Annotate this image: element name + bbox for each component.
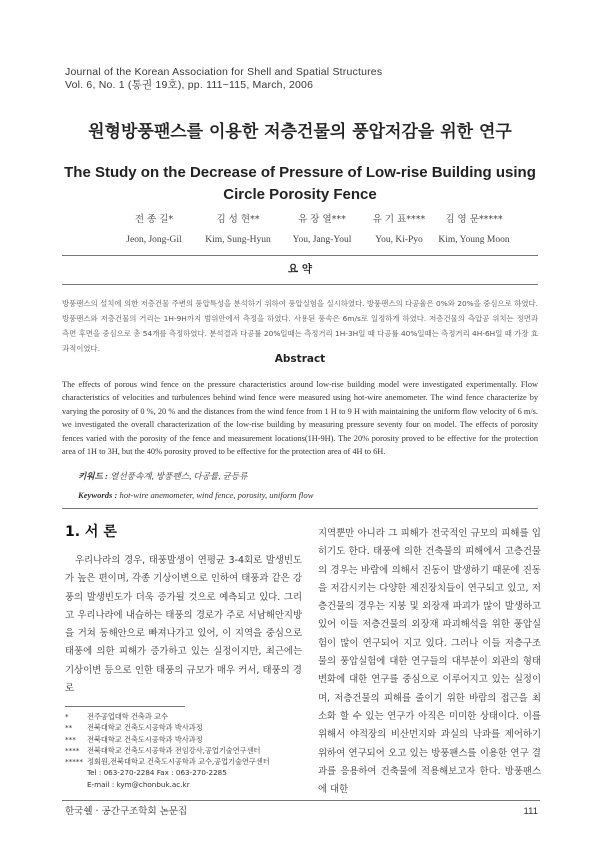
journal-volume: Vol. 6, No. 1 (통권 19호), pp. 111~115, March, 2006 bbox=[65, 79, 314, 91]
author-name-english: You, Ki-Pyo bbox=[375, 235, 423, 245]
contact-email[interactable]: E-mail : kym@chonbuk.ac.kr bbox=[87, 779, 190, 789]
footnote-text: 전북대학교 건축도시공학과 박사과정 bbox=[87, 734, 203, 744]
footnote-mark: *** bbox=[65, 734, 76, 744]
footnote-text: 전북대학교 건축도시공학과 전임강사,공업기술연구센터 bbox=[87, 745, 261, 755]
contact-phone-fax: Tel : 063-270-2284 Fax : 063-270-2285 bbox=[87, 768, 227, 778]
keywords-english bbox=[78, 486, 313, 505]
footnote bbox=[65, 734, 305, 745]
footnote-text: 전주공업대학 건축과 교수 bbox=[87, 712, 168, 721]
footnotes bbox=[65, 711, 305, 790]
footnote-text: 정회원,전북대학교 건축도시공학과 교수,공업기술연구센터 bbox=[87, 757, 270, 767]
footnote bbox=[65, 711, 305, 722]
author bbox=[364, 213, 434, 247]
author bbox=[432, 213, 516, 247]
footnote-mark: * bbox=[65, 712, 69, 721]
footnote bbox=[65, 756, 305, 767]
keywords-english-text: hot-wire anemometer, wind fence, porosity, uniform flow bbox=[119, 490, 314, 500]
title-english: The Study on the Decrease of Pressure of Low-rise Building using Circle Porosity Fence bbox=[64, 164, 536, 203]
divider bbox=[62, 284, 538, 285]
footnote-mark: **** bbox=[65, 745, 80, 755]
author-name-korean: 김 성 현** bbox=[216, 214, 260, 225]
intro-right-column: 지역뿐만 아니라 그 피해가 전국적인 규모의 피해를 입히기도 한다. 태풍에 의한 건축물의 피해에서 고층건물의 경우는 바람에 의해서 진동이 발생하기 때문에 진동을 저감시키는 다양한 제진장치들이 연구되고 있고, 저층건물의 경우는 지붕 및 외장재 파괴가 많이 발생하고 있어 이들 저층건물의 외장재 파괴해석을 위한 풍압실험이 많이 연구되어 지고 있다. 그러나 이들 저층구조물의 풍압실험에 대한 연구들의 대부분이 외관의 형태변화에 대한 연구를 중심으로 이루어지고 있는 실정이며, 저층건물의 피해를 줄이기 위한 바람의 접근을 최소화 할 수 있는 연구가 아직은 미미한 상태이다. 이를 위해서 야적장의 비산먼지와 과실의 낙과를 제어하기 위하여 연구되어 오고 있는 방풍팬스를 이용한 연구 결과를 응용하여 건축물에 적용해보고자 한다. 방풍팬스에 대한 bbox=[318, 528, 541, 796]
footer-divider bbox=[62, 800, 540, 801]
title-korean: 원형방풍팬스를 이용한 저층건물의 풍압저감을 위한 연구 bbox=[88, 122, 512, 142]
keywords-english-label: Keywords : bbox=[78, 490, 118, 500]
footnote-mark: ***** bbox=[65, 757, 83, 767]
keywords-korean-label: 키워드 : bbox=[78, 471, 108, 481]
divider bbox=[62, 508, 538, 509]
author bbox=[196, 213, 280, 247]
author-name-english: You, Jang-Youl bbox=[292, 235, 352, 245]
page-number: 111 bbox=[523, 806, 538, 817]
keywords-korean bbox=[78, 467, 313, 486]
section-heading-introduction: 1. 서 론 bbox=[65, 524, 117, 540]
footnote-text: 전북대학교 건축도시공학과 박사과정 bbox=[87, 723, 203, 733]
author-name-korean: 유 장 열*** bbox=[298, 214, 346, 225]
divider bbox=[62, 255, 538, 256]
author-name-english: Kim, Sung-Hyun bbox=[205, 235, 271, 245]
footnote bbox=[65, 722, 305, 733]
journal-name: Journal of the Korean Association for Shell and Spatial Structures bbox=[65, 66, 383, 78]
summary-korean: 방풍팬스의 설치에 의한 저층건물 주변의 풍압특성을 분석하기 위하여 풍압실험을 실시하였다. 방풍팬스의 다공율은 0%와 20%을 중심으로 하였다. 방풍팬스와 저층건물의 거리는 1H-9H까지 범위안에서 측정을 하였다. 사용된 풍속은 6m/s로 일정하게 하였다. 저층건물의 측압공 위치는 정면과 측면 후면을 중심으로 총 54개를 측정하였다. 분석결과 다공률 20%일때는 측정거리 1H-3H일 때 다공률 40%일때는 측정거리 4H-6H일 때 가장 효과적이였다. bbox=[62, 299, 538, 353]
author-name-english: Jeon, Jong-Gil bbox=[126, 235, 182, 245]
abstract-english: The effects of porous wind fence on the pressure characteristics around low-rise building model were investigated experimentally. Flow characteristics of velocities and turbulences behind wind fence were measured using hot-wire anemometer. The wind fence characterize by varying the porosity of 0 %, 20 % and the distances from the wind fence from 1 H to 9 H with maintaining the uniform flow velocity of 6 m/s. we investigated the overall characterization of the low-rise building by measuring pressure seventy four on model. The effects of porosity fences varied with the porosity of the fence and measurement locations(1H-9H). The 20% porosity proved to be effective for the protection area of 1H to 3H, but the 40% porosity proved to be effective for the protection area of 4H to 6H. bbox=[62, 380, 538, 457]
footnote bbox=[65, 745, 305, 756]
footer-journal-name: 한국쉘 · 공간구조학회 논문집 bbox=[65, 806, 188, 817]
author bbox=[280, 213, 364, 247]
author-name-korean: 김 영 문***** bbox=[445, 214, 503, 225]
author-name-english: Kim, Young Moon bbox=[438, 235, 510, 245]
footnote-mark: ** bbox=[65, 723, 73, 733]
author-name-korean: 유 기 표**** bbox=[372, 214, 426, 225]
keywords-korean-text: 열선풍속계, 방풍팬스, 다공률, 균등류 bbox=[110, 471, 248, 481]
abstract-heading: Abstract bbox=[274, 353, 326, 365]
author-name-korean: 전 종 길* bbox=[134, 214, 174, 225]
keywords-block bbox=[78, 467, 313, 505]
footnote-divider bbox=[65, 706, 185, 707]
summary-heading: 요 약 bbox=[288, 263, 312, 275]
journal-header bbox=[65, 66, 382, 92]
intro-left-column: 우리나라의 경우, 태풍발생이 연평균 3-4회로 발생빈도가 높은 편이며, 각종 기상이변으로 인하여 태풍과 같은 강풍의 발생빈도가 더욱 증가될 것으로 예측되고 있다. 그리고 우리나라에 내습하는 태풍의 경로가 주로 서남해안지방을 거쳐 동해안으로 빠져나가고 있어, 이 지역을 중심으로 태풍에 의한 피해가 증가하고 있는 실정이지만, 최근에는 기상이변 등으로 인한 태풍의 규모가 매우 커서, 태풍의 경로 bbox=[65, 555, 302, 695]
author bbox=[112, 213, 196, 247]
